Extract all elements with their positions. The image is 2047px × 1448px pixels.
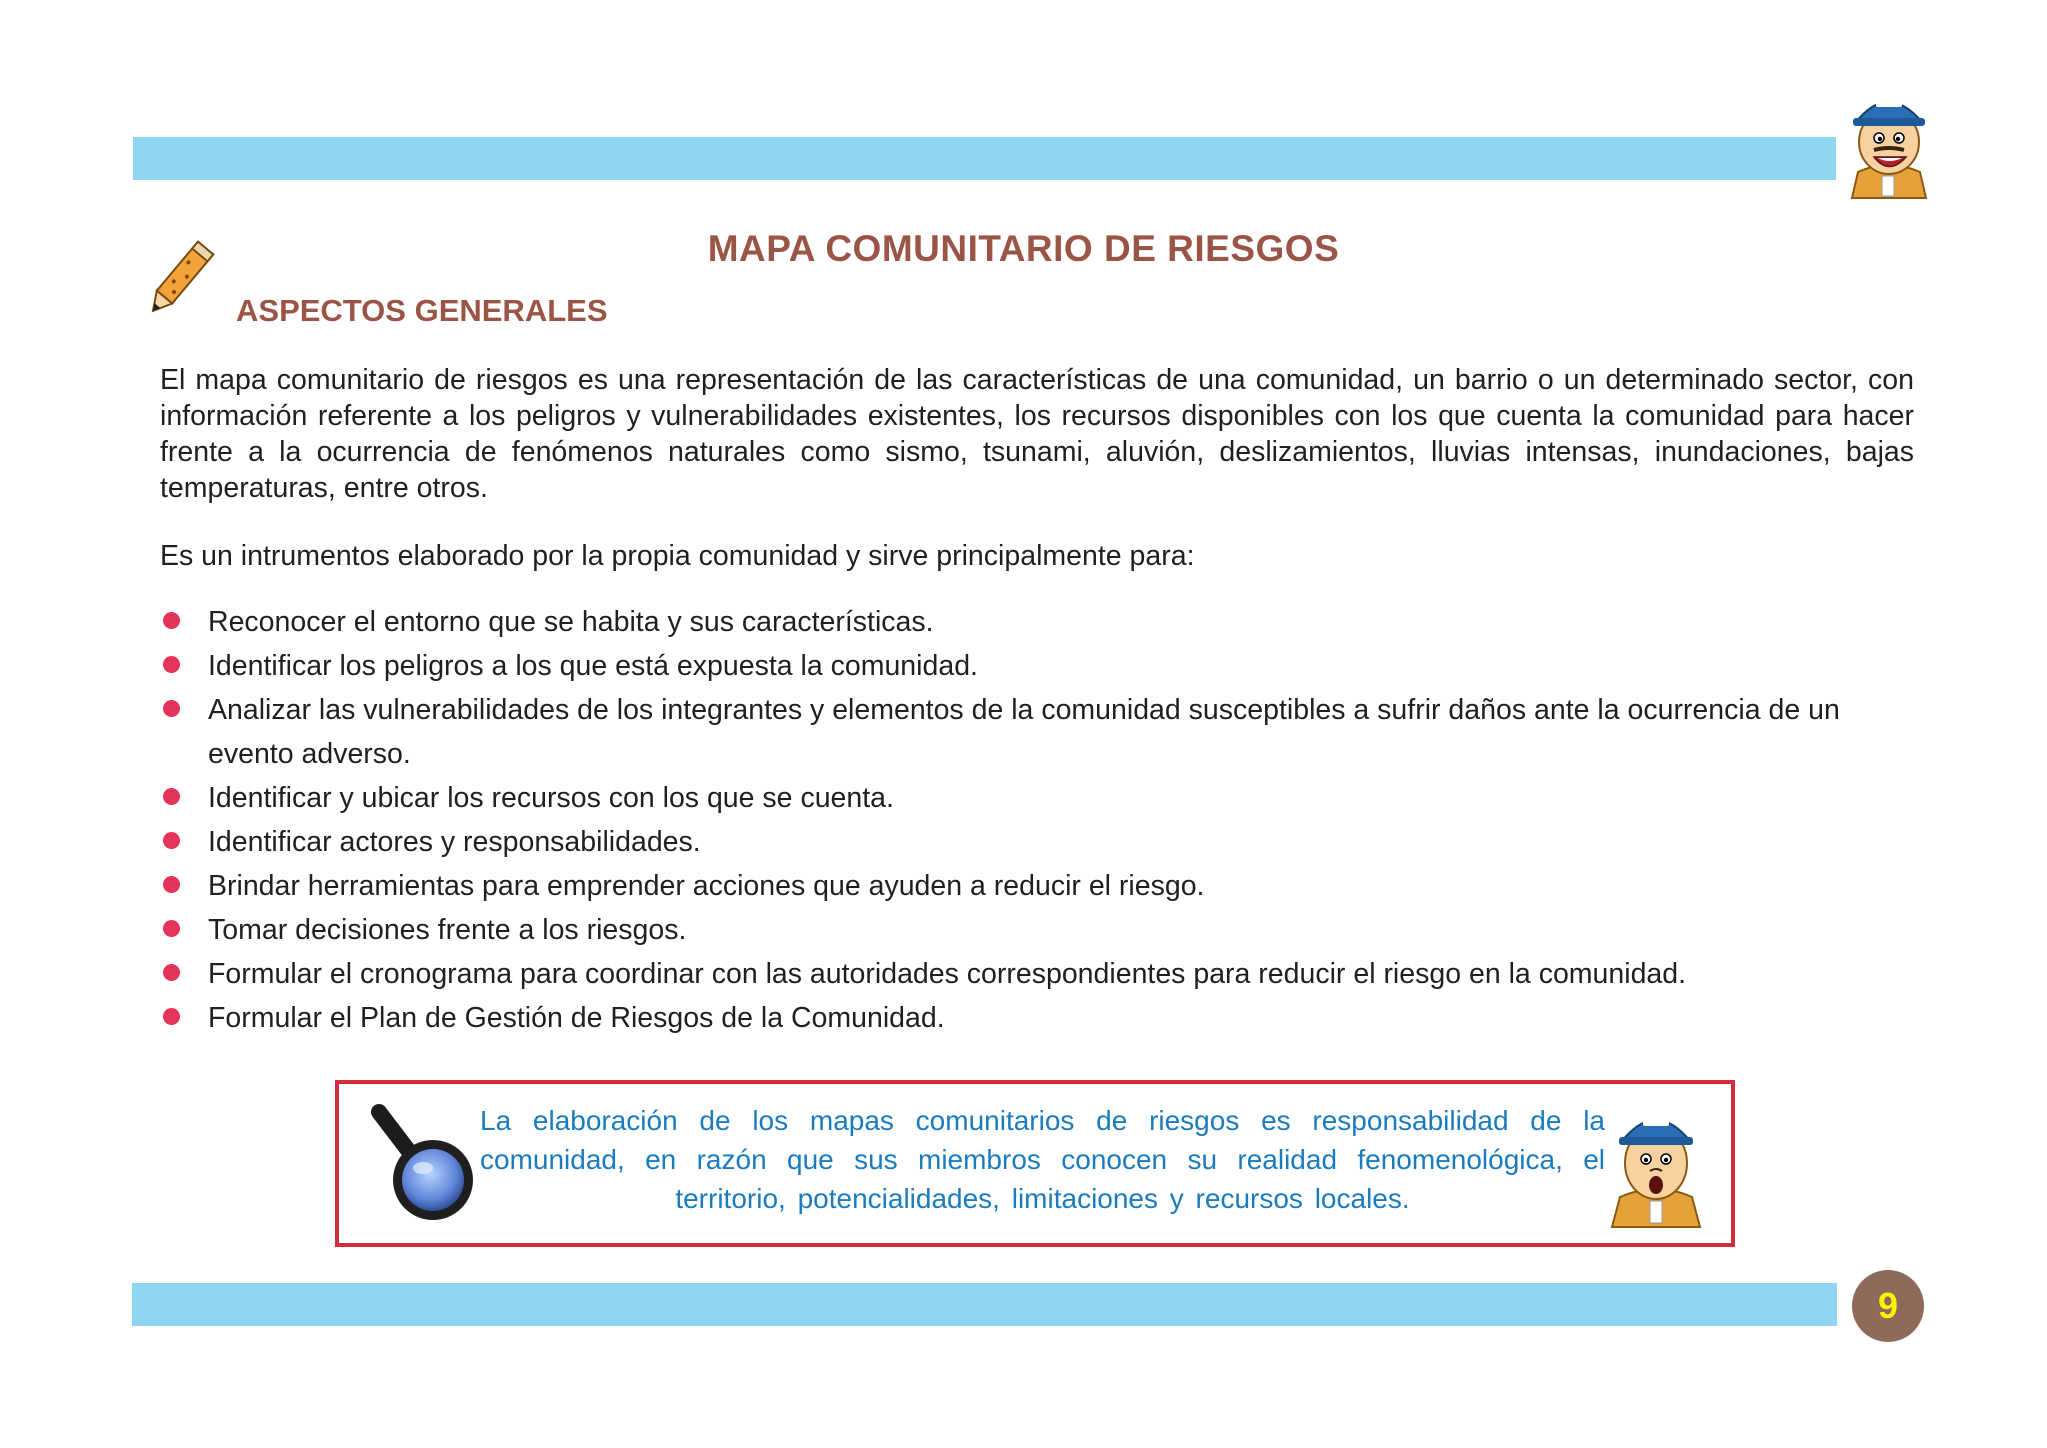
mascot-helmet-icon — [1836, 80, 1941, 205]
bullet-dot-icon — [163, 920, 180, 937]
bullet-dot-icon — [163, 832, 180, 849]
list-item — [160, 864, 1920, 908]
bullet-dot-icon — [163, 876, 180, 893]
bullet-dot-icon — [163, 700, 180, 717]
bullet-dot-icon — [163, 788, 180, 805]
purpose-list — [160, 600, 1920, 1040]
list-item-text: Formular el Plan de Gestión de Riesgos de la Comunidad. — [208, 1002, 945, 1034]
list-item — [160, 996, 1920, 1040]
list-item-text: Formular el cronograma para coordinar con las autoridades correspondientes para reducir el riesgo en la comunidad. — [208, 958, 1687, 990]
page-title: MAPA COMUNITARIO DE RIESGOS — [707, 228, 1340, 269]
callout-text: La elaboración de los mapas comunitarios de riesgos es responsabilidad de la comunidad, en razón que sus miembros conocen su realidad fenomenológica, el territorio, potencialidades, limitaciones y recursos locales. — [480, 1105, 1605, 1214]
mascot-surprised-icon — [1606, 1097, 1706, 1232]
intro-paragraph: El mapa comunitario de riesgos es una representación de las características de una comunidad, un barrio o un determinado sector, con información referente a los peligros y vulnerabilidades existentes, los recursos disponibles con los que cuenta la comunidad para hacer frente a la ocurrencia de fenómenos naturales como sismo, tsunami, aluvión, deslizamientos, lluvias intensas, inundaciones, bajas temperaturas, entre otros. — [160, 364, 1914, 504]
list-item-text: Analizar las vulnerabilidades de los integrantes y elementos de la comunidad susceptibles a sufrir daños ante la ocurrencia de un evento adverso. — [208, 694, 1840, 770]
bullet-dot-icon — [163, 1008, 180, 1025]
bullet-dot-icon — [163, 612, 180, 629]
list-item — [160, 776, 1920, 820]
list-item — [160, 688, 1920, 776]
section-heading: ASPECTOS GENERALES — [236, 293, 608, 328]
list-item-text: Identificar y ubicar los recursos con los que se cuenta. — [208, 782, 894, 814]
bullet-dot-icon — [163, 656, 180, 673]
purpose-paragraph: Es un intrumentos elaborado por la propia comunidad y sirve principalmente para: — [160, 540, 1195, 572]
list-item — [160, 908, 1920, 952]
list-item — [160, 820, 1920, 864]
list-item — [160, 952, 1920, 996]
list-item-text: Identificar los peligros a los que está expuesta la comunidad. — [208, 650, 978, 682]
bullet-dot-icon — [163, 964, 180, 981]
list-item — [160, 644, 1920, 688]
header-band — [133, 137, 1836, 180]
list-item-text: Reconocer el entorno que se habita y sus características. — [208, 606, 934, 638]
footer-band — [132, 1283, 1837, 1326]
magnifier-icon — [365, 1098, 485, 1228]
list-item-text: Tomar decisiones frente a los riesgos. — [208, 914, 687, 946]
page-number-badge — [1852, 1270, 1924, 1342]
list-item-text: Brindar herramientas para emprender acciones que ayuden a reducir el riesgo. — [208, 870, 1205, 902]
page-number: 9 — [1877, 1285, 1899, 1326]
list-item — [160, 600, 1920, 644]
list-item-text: Identificar actores y responsabilidades. — [208, 826, 701, 858]
